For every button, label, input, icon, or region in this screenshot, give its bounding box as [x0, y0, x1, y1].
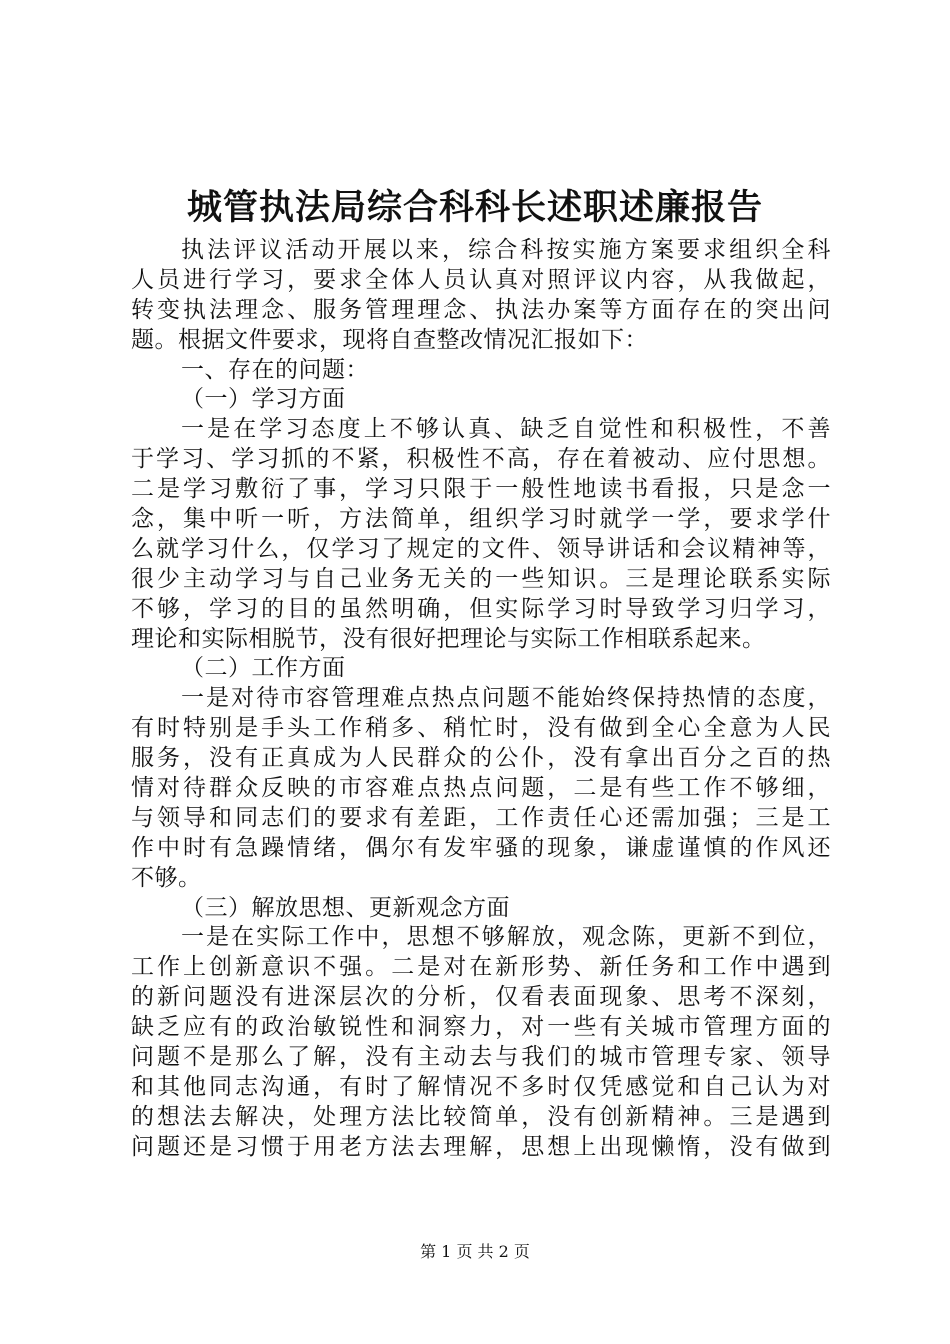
body-line: 缺乏应有的政治敏锐性和洞察力，对一些有关城市管理方面的 — [131, 1014, 831, 1041]
body-line: （一）学习方面 — [181, 386, 346, 413]
body-line: 理论和实际相脱节，没有很好把理论与实际工作相联系起来。 — [131, 625, 766, 652]
body-line: （三）解放思想、更新观念方面 — [181, 894, 510, 921]
body-line: 的新问题没有进深层次的分析，仅看表面现象、思考不深刻， — [131, 984, 831, 1011]
body-line: 一是在实际工作中，思想不够解放，观念陈，更新不到位， — [181, 924, 831, 951]
body-line: 不够，学习的目的虽然明确，但实际学习时导致学习归学习， — [131, 595, 831, 622]
body-line: 执法评议活动开展以来，综合科按实施方案要求组织全科 — [181, 237, 831, 263]
body-line: 的想法去解决，处理方法比较简单，没有创新精神。三是遇到 — [131, 1103, 831, 1130]
body-line: （二）工作方面 — [181, 655, 346, 682]
body-line: 二是学习敷衍了事，学习只限于一般性地读书看报，只是念一 — [131, 476, 831, 503]
body-line: 问题还是习惯于用老方法去理解，思想上出现懒惰，没有做到 — [131, 1133, 831, 1160]
body-line: 很少主动学习与自己业务无关的一些知识。三是理论联系实际 — [131, 565, 831, 592]
body-line: 工作上创新意识不强。二是对在新形势、新任务和工作中遇到 — [131, 954, 831, 981]
body-line: 题。根据文件要求，现将自查整改情况汇报如下： — [131, 326, 648, 353]
document-body — [131, 236, 831, 1163]
body-line: 情对待群众反映的市容难点热点问题，二是有些工作不够细， — [131, 775, 831, 802]
body-line: 一、存在的问题： — [181, 356, 369, 383]
body-line: 念，集中听一听，方法简单，组织学习时就学一学，要求学什 — [131, 506, 831, 533]
body-line: 作中时有急躁情绪，偶尔有发牢骚的现象，谦虚谨慎的作风还 — [131, 834, 831, 861]
body-line: 一是在学习态度上不够认真、缺乏自觉性和积极性，不善 — [181, 416, 831, 443]
body-line: 一是对待市容管理难点热点问题不能始终保持热情的态度， — [181, 685, 831, 712]
body-line: 于学习、学习抓的不紧，积极性不高，存在着被动、应付思想。 — [131, 446, 831, 473]
body-line: 么就学习什么，仅学习了规定的文件、领导讲话和会议精神等， — [131, 535, 831, 562]
body-line: 问题不是那么了解，没有主动去与我们的城市管理专家、领导 — [131, 1044, 831, 1071]
body-line: 不够。 — [131, 864, 202, 891]
body-line: 有时特别是手头工作稍多、稍忙时，没有做到全心全意为人民 — [131, 715, 831, 742]
body-line: 和其他同志沟通，有时了解情况不多时仅凭感觉和自己认为对 — [131, 1073, 831, 1100]
body-line: 与领导和同志们的要求有差距，工作责任心还需加强；三是工 — [131, 804, 831, 831]
body-line: 服务，没有正真成为人民群众的公仆，没有拿出百分之百的热 — [131, 745, 831, 772]
body-line: 人员进行学习，要求全体人员认真对照评议内容，从我做起， — [131, 266, 831, 293]
body-line: 转变执法理念、服务管理理念、执法办案等方面存在的突出问 — [131, 296, 831, 323]
page-footer: 第 1 页 共 2 页 — [420, 1242, 530, 1261]
document-title: 城管执法局综合科科长述职述廉报告 — [186, 188, 763, 228]
